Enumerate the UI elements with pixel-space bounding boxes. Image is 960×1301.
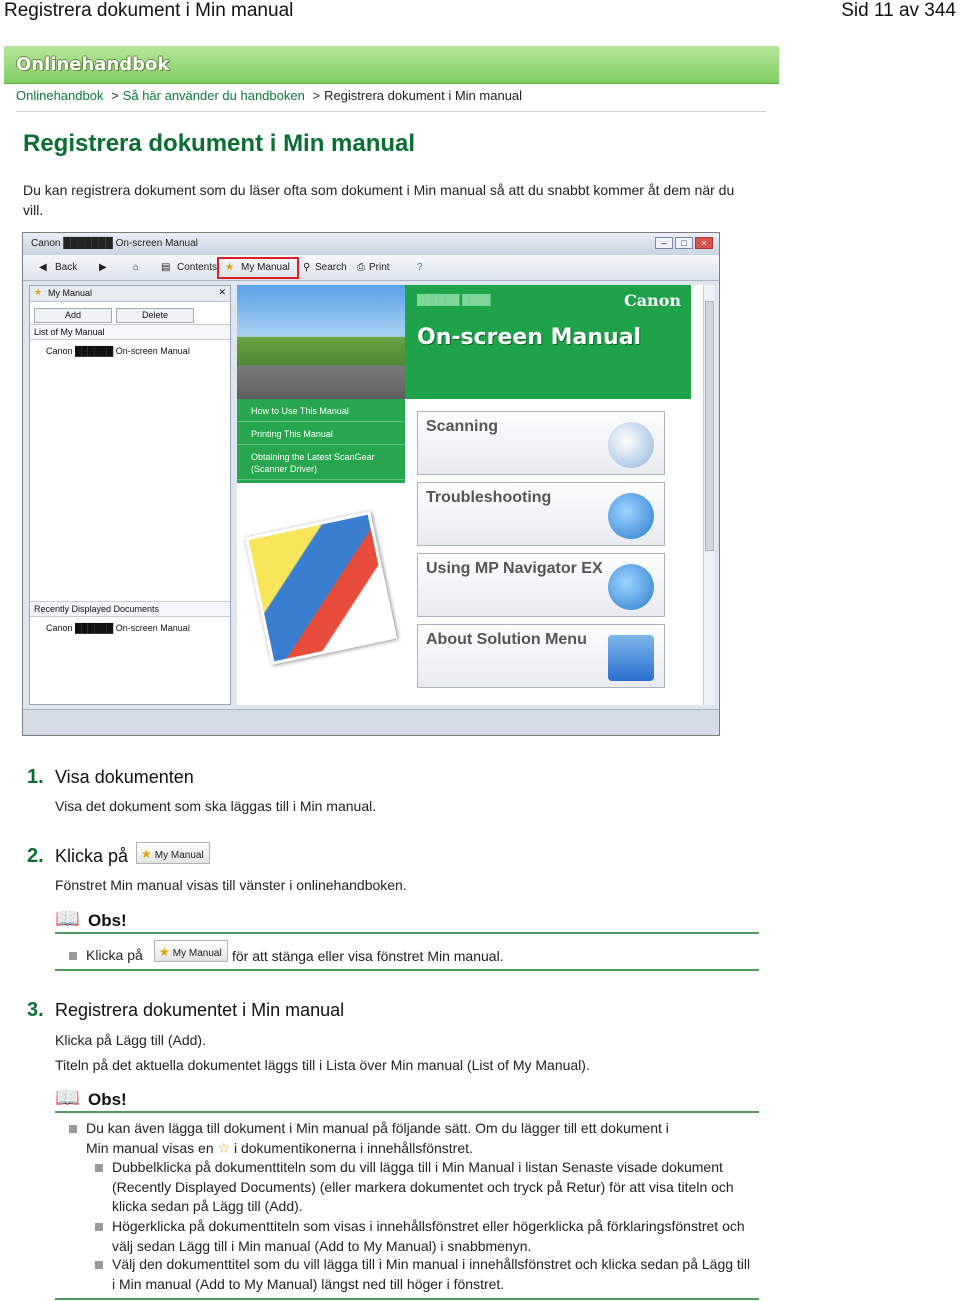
link-how-to-use: How to Use This Manual — [237, 399, 405, 422]
page-header — [0, 0, 960, 26]
page-indicator: Sid 11 av 344 — [841, 0, 956, 21]
add-button: Add — [34, 308, 112, 323]
manual-header — [405, 285, 691, 399]
breadcrumb-current: Registrera dokument i Min manual — [324, 88, 523, 103]
star-icon: ★ — [225, 262, 234, 273]
toolbar-my-manual: My Manual — [241, 262, 290, 273]
intro-paragraph: Du kan registrera dokument som du läser ofta som dokument i Min manual så att du snabbt kommer åt dem när du vill. — [23, 182, 735, 218]
my-manual-button[interactable] — [154, 940, 228, 962]
star-icon: ★ — [159, 945, 170, 959]
road-image — [237, 285, 405, 399]
document-title: Registrera dokument i Min manual — [4, 0, 294, 21]
tile-label: Troubleshooting — [426, 489, 552, 506]
toolbar-contents: Contents — [177, 262, 218, 273]
tile-label: About Solution Menu — [426, 631, 587, 648]
screenshot-toolbar — [23, 255, 719, 281]
screenshot-statusbar — [23, 709, 719, 735]
note-bullet — [86, 946, 143, 966]
tile-label: Using MP Navigator EX — [426, 560, 603, 577]
breadcrumb-onlinehandbok[interactable]: Onlinehandbok — [16, 88, 104, 103]
photo-stack-image — [245, 511, 397, 665]
recent-header: Recently Displayed Documents — [30, 601, 230, 617]
sub-bullet: Högerklicka på dokumenttiteln som visas i innehållsfönstret eller högerklicka på förklaringsfönstret och välj sedan Lägg till i Min manual (Add to My Manual) i snabbmenyn. — [112, 1217, 752, 1256]
note-line-1: Du kan även lägga till dokument i Min manual på följande sätt. Om du lägger till ett dokument i — [86, 1120, 669, 1136]
search-icon: ⚲ — [303, 262, 311, 273]
manual-heading: On-screen Manual — [417, 325, 642, 350]
tile-solution-menu — [417, 624, 665, 688]
recent-section — [30, 601, 230, 633]
note-label: Obs! — [88, 911, 127, 930]
note-header — [55, 1085, 759, 1113]
scanner-icon — [608, 564, 654, 610]
close-icon: ✕ — [218, 287, 226, 297]
note-line-2b: i dokumentikonerna i innehållsfönstret. — [233, 1139, 473, 1156]
breadcrumb-how-to-use[interactable]: Så här använder du handboken — [122, 88, 305, 103]
maximize-icon: □ — [675, 237, 693, 249]
book-icon: 📖 — [55, 1087, 80, 1109]
onlinehandbok-banner — [4, 46, 779, 84]
note-divider — [55, 1298, 759, 1300]
minimize-icon: – — [655, 237, 673, 249]
content-pane — [237, 285, 707, 705]
note-label: Obs! — [88, 1090, 127, 1109]
menu-icon — [608, 635, 654, 681]
note-prefix: Klicka på — [86, 947, 143, 963]
my-manual-button-label: My Manual — [172, 948, 222, 959]
note-line-2a: Min manual visas en — [86, 1139, 214, 1156]
note-divider — [55, 969, 759, 971]
banner-label: Onlinehandbok — [16, 54, 170, 75]
step-1-heading: Visa dokumenten — [55, 767, 194, 787]
step-1-body: Visa det dokument som ska läggas till i Min manual. — [55, 798, 377, 814]
step-3-number: 3. — [27, 999, 44, 1021]
my-manual-button-label: My Manual — [154, 850, 204, 861]
sub-bullet: Välj den dokumenttitel som du vill lägga till i Min manual i innehållsfönstret och klicka sedan på Lägg till i Min manual (Add to My Manual) längst ned till höger i fönstret. — [112, 1255, 752, 1294]
breadcrumb-separator: > — [312, 88, 321, 103]
step-3-body-1: Klicka på Lägg till (Add). — [55, 1032, 206, 1048]
breadcrumb-separator: > — [111, 88, 119, 103]
home-icon: ⌂ — [133, 262, 140, 273]
tile-label: Scanning — [426, 418, 499, 435]
sub-bullet: Dubbelklicka på dokumenttiteln som du vill lägga till i Min Manual i listan Senaste visade dokument (Recently Displayed Documents) (eller markera dokumentet och tryck på Retur) för att visa titeln och klicka sedan på Lägg till (Add). — [112, 1158, 752, 1217]
step-2-number: 2. — [27, 845, 44, 867]
note-bullet — [86, 1119, 756, 1158]
screenshot-scrollbar — [703, 285, 715, 705]
tile-mp-navigator — [417, 553, 665, 617]
step-1-number: 1. — [27, 766, 44, 788]
toolbar-print: Print — [369, 262, 390, 273]
contents-icon: ▤ — [161, 262, 171, 273]
onscreen-manual-screenshot — [22, 232, 720, 736]
recent-item: Canon ██████ On-screen Manual — [46, 623, 190, 633]
help-icon: ? — [417, 262, 423, 273]
star-icon: ★ — [141, 847, 152, 861]
pane-header-label: My Manual — [48, 288, 93, 298]
star-icon: ☆ — [217, 1139, 231, 1156]
list-item: Canon ██████ On-screen Manual — [46, 346, 190, 356]
question-icon — [608, 493, 654, 539]
screenshot-titlebar — [23, 233, 719, 255]
step-3-heading: Registrera dokumentet i Min manual — [55, 1000, 345, 1020]
step-2-body: Fönstret Min manual visas till vänster i onlinehandboken. — [55, 877, 407, 893]
step-3-body-2: Titeln på det aktuella dokumentet läggs till i Lista över Min manual (List of My Manual). — [55, 1057, 590, 1073]
my-manual-button[interactable] — [136, 842, 210, 864]
model-name: ██████ ████ — [417, 295, 491, 306]
print-icon: ⎙ — [357, 262, 365, 273]
tile-troubleshooting — [417, 482, 665, 546]
back-icon: ◀ — [39, 262, 47, 273]
page-title: Registrera dokument i Min manual — [23, 130, 416, 157]
note-header — [55, 906, 759, 934]
link-printing: Printing This Manual — [237, 422, 405, 445]
toolbar-search: Search — [315, 262, 347, 273]
my-manual-pane — [29, 285, 231, 705]
photo-icon — [608, 422, 654, 468]
link-scangear: Obtaining the Latest ScanGear (Scanner Driver) — [237, 445, 405, 480]
close-icon: × — [695, 237, 713, 249]
forward-icon: ▶ — [99, 262, 107, 273]
note-suffix: för att stänga eller visa fönstret Min manual. — [232, 948, 504, 964]
tile-scanning — [417, 411, 665, 475]
pane-header — [30, 286, 230, 302]
toolbar-back: Back — [55, 262, 78, 273]
manual-links — [237, 399, 405, 483]
canon-logo: Canon — [623, 291, 681, 310]
star-icon: ★ — [34, 287, 43, 297]
book-icon: 📖 — [55, 908, 80, 930]
my-manual-highlight — [217, 257, 299, 279]
breadcrumb — [16, 88, 766, 112]
delete-button: Delete — [116, 308, 194, 323]
pane-buttons — [30, 302, 230, 324]
list-header: List of My Manual — [30, 324, 230, 340]
screenshot-window-title: Canon ███████ On-screen Manual — [31, 238, 198, 249]
scrollbar-thumb — [705, 301, 714, 551]
step-2-heading: Klicka på — [55, 846, 129, 866]
window-buttons — [653, 237, 713, 249]
